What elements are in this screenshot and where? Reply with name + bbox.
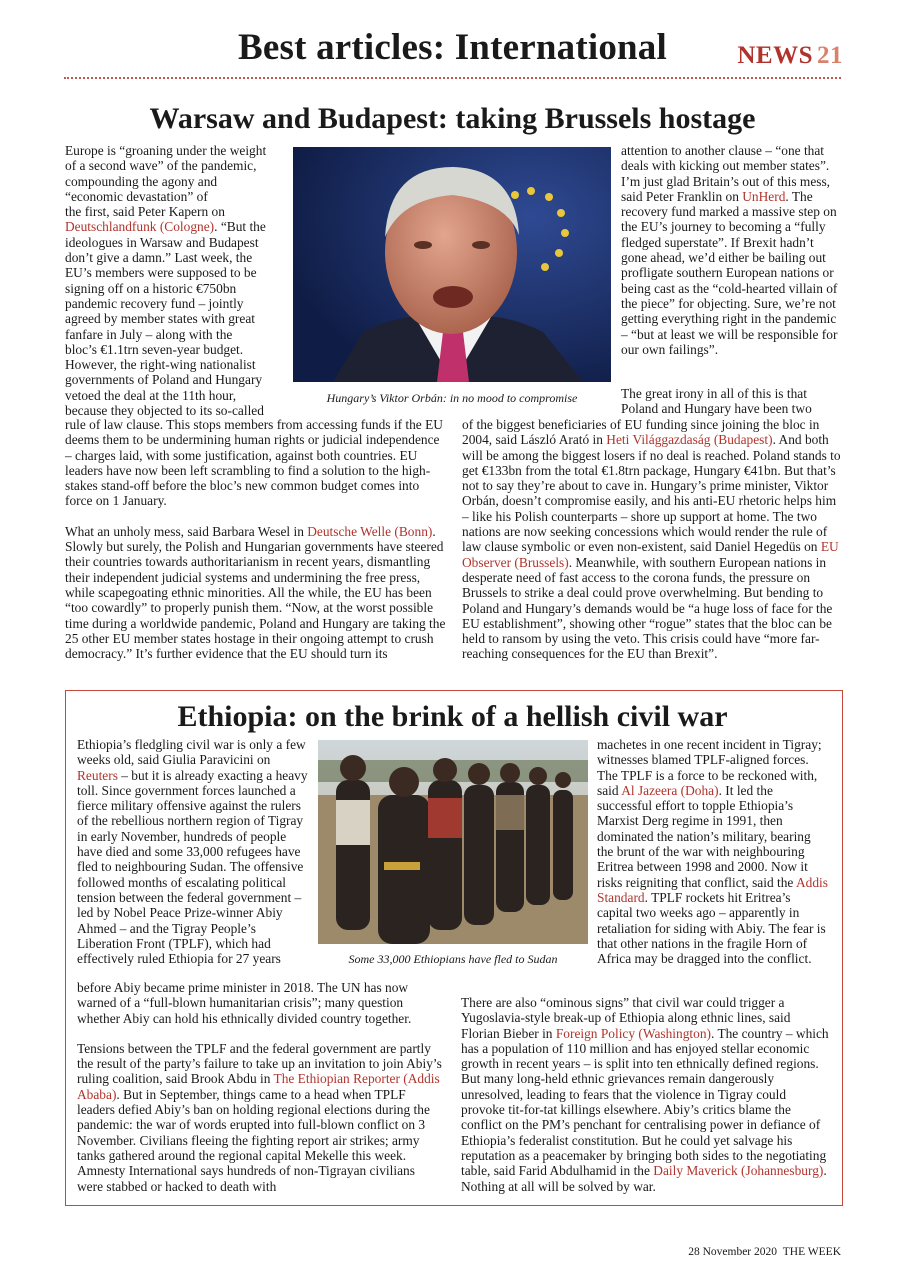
source-link[interactable]: Deutschlandfunk (Cologne) [65,219,215,235]
article2-right-full-column [461,995,831,1194]
section-name: NEWS [737,42,813,69]
source-link[interactable]: Daily Maverick (Johannesburg) [653,1163,824,1179]
issue-date: 28 November 2020 [688,1246,778,1258]
source-link[interactable]: Foreign Policy (Washington) [555,1025,711,1041]
article1-right-full-column [462,417,843,662]
page-footer [688,1246,841,1258]
source-link[interactable]: The Ethiopian Reporter (Addis Ababa) [77,1071,440,1102]
article1-intro: Europe is “groaning under the weight of a second wave” of the pandemic, compounding the agony and “economic devastation” of the first, said Peter Kapern on Deutschlandfunk (Cologne). “But the ideologues in Warsaw and Budapest don’t give a damn.” Last week, the EU’s members were supposed to be signing off on a historic €750bn pandemic recovery fund – jointly agreed by member states with great fanfare in July – along with the bloc’s €1.1trn seven-year budget. However, the right-wing nationalist governments of Poland and Hungary vetoed the deal at the 11th hour, because they objected to its so-called [65,143,267,419]
article1-irony-intro: The great irony in all of this is that Poland and Hungary have been two [621,386,812,417]
article-title-warsaw: Warsaw and Budapest: taking Brussels hostage [149,102,756,135]
article-title-ethiopia: Ethiopia: on the brink of a hellish civil war [177,700,728,733]
orban-photo-caption: Hungary’s Viktor Orbán: in no mood to compromise [326,391,578,405]
article2-tplf-paragraph: machetes in one recent incident in Tigray; witnesses blamed TPLF-aligned forces. The TPLF is a force to be reckoned with, said Al Jazeera (Doha). It led the successful effort to topple Ethiopia’s Marxist Derg regime in 1991, then dominated the nation’s military, bearing the brunt of the war with neighbouring Eritrea between 1998 and 2000. Now it risks reigniting that conflict, said the Addis Standard. TPLF rockets hit Eritrea’s capital two weeks ago – apparently in retaliation for siding with Abiy. The fear is that other nations in the fragile Horn of Africa may be dragged into the conflict. [597,737,828,967]
article2-intro: Ethiopia’s fledgling civil war is only a few weeks old, said Giulia Paravicini on Reuters – but it is already exacting a heavy toll. Since government forces launched a fierce military offensive against the rulers of the rebellious northern region of Tigray in early November, hundreds of people have died and some 33,000 refugees have fled to neighbouring Sudan. The offensive followed months of escalating political tension between the federal government – led by Nobel Peace Prize-winner Abiy Ahmed – and the Tigray People’s Liberation Front (TPLF), which had effectively ruled Ethiopia for 27 years [77,737,308,967]
source-link[interactable]: UnHerd [742,188,786,204]
article1-wesel-paragraph: What an unholy mess, said Barbara Wesel in Deutsche Welle (Bonn). Slowly but surely, the Polish and Hungarian governments have steered their countries towards authoritarianism in recent years, dismantling their independent judicial systems and undermining the free press, while scapegoating ethnic minorities. All the while, the EU has been “too cowardly” to properly punish them. “Now, at the worst possible time during a worldwide pandemic, Poland and Hungary are taking the 25 other EU member states hostage in their ongoing attempt to crush democracy.” It’s further evidence that the EU should turn its [65,523,446,662]
dotted-divider [64,77,841,79]
page-title: Best articles: International [238,27,667,68]
section-label [737,42,843,70]
article1-left-full-column [65,417,447,661]
article2-left-full-column [77,980,443,1194]
article2-intro-column [77,737,309,966]
source-link[interactable]: Heti Világgazdaság (Budapest) [606,432,773,448]
article1-unherd-paragraph: attention to another clause – “one that deals with kicking out member states”. I’m just glad Britain’s out of this mess, said Peter Franklin on UnHerd. The recovery fund marked a massive step on the EU’s journey to becoming a “fully fledged superstate”. If Brexit hadn’t gone ahead, we’d either be bailing out profligate southern European nations or being cast as the “cold-hearted villain of the piece” for objecting. Sure, we’re not getting everything right in the pandemic – “but at least we will be responsible for our own failings”. [621,143,838,357]
article1-right-column [621,143,843,357]
refugees-photo [318,740,588,944]
refugees-photo-caption: Some 33,000 Ethiopians have fled to Sudan [348,952,558,966]
source-link[interactable]: Addis Standard [597,874,828,905]
article2-abdu-paragraph: Tensions between the TPLF and the federal government are partly the result of the party’s failure to take up an invitation to join Abiy’s ruling coalition, said Brook Abdu in The Ethiopian Reporter (Addis Ababa). But in September, things came to a head when TPLF leaders defied Abiy’s ban on holding regional elections during the pandemic: the war of words erupted into full-blown conflict on 3 November. Civilians fleeing the fighting report air strikes; army tanks gathered around the regional capital Mekelle this week. Amnesty International says hundreds of non-Tigrayan civilians were stabbed or hacked to death with [77,1040,442,1194]
article2-bieber-paragraph: There are also “ominous signs” that civil war could trigger a Yugoslavia-style break-up of Ethiopia along ethnic lines, said Florian Bieber in Foreign Policy (Washington). The country – which has a population of 110 million and has enjoyed stellar economic growth in recent years – is split into ten ethnically defined regions. But many long-held ethnic grievances remain dangerously unresolved, leading to fears that the violence in Tigray could provoke tit-for-tat killings elsewhere. Abiy’s critics blame the conflict on the PM’s penchant for centralising power in defiance of Ethiopia’s federalist constitution. But he could yet salvage his reputation as a peacemaker by bringing both sides to the negotiating table, said Farid Abdulhamid in the Daily Maverick (Johannesburg). Nothing at all will be solved by war. [461,995,829,1194]
article1-intro-column [65,143,289,418]
publication-name: THE WEEK [782,1246,841,1258]
orban-photo [293,147,611,382]
page-number: 21 [817,42,843,69]
source-link[interactable]: EU Observer (Brussels) [462,539,839,570]
source-link[interactable]: Deutsche Welle (Bonn) [307,523,433,539]
article2-un-paragraph: before Abiy became prime minister in 2018. The UN has now warned of a “full-blown humanitarian crisis”; many question whether Abiy can hold his ethnically divided country together. [77,980,412,1026]
article1-rule-of-law-paragraph: rule of law clause. This stops members from accessing funds if the EU deems them to be undermining human rights or judicial independence – charges laid, with some justification, against both countries. EU leaders have now been left scrambling to find a solution to the high-stakes stand-off before the bloc’s new common budget comes into force on 1 January. [65,417,443,509]
article2-right-column [597,737,829,966]
source-link[interactable]: Al Jazeera (Doha) [621,782,719,798]
article1-arato-paragraph: of the biggest beneficiaries of EU funding since joining the bloc in 2004, said László Arató in Heti Világgazdaság (Budapest). And both will be among the biggest losers if no deal is reached. Poland stands to get €133bn from the total €1.8trn package, Hungary €41bn. But that’s not to say they’re about to cave in. Hungary’s prime minister, Viktor Orbán, doesn’t compromise easily, and his anti-EU rhetoric helps him – like his Polish counterparts – shore up support at home. The two nations are now seeking concessions which would render the rule of law clause symbolic or even non-existent, said Daniel Hegedüs on EU Observer (Brussels). Meanwhile, with southern European nations in desperate need of fast access to the corona funds, the pressure on Brussels to strike a deal could prove overwhelming. But bending to Poland and Hungary’s demands would be “a huge loss of face for the EU establishment”, showing other “rogue” states that the bloc can be held to ransom by using the veto. This crisis could have “more far-reaching consequences for the EU than Brexit”. [462,417,841,662]
source-link[interactable]: Reuters [77,767,118,783]
